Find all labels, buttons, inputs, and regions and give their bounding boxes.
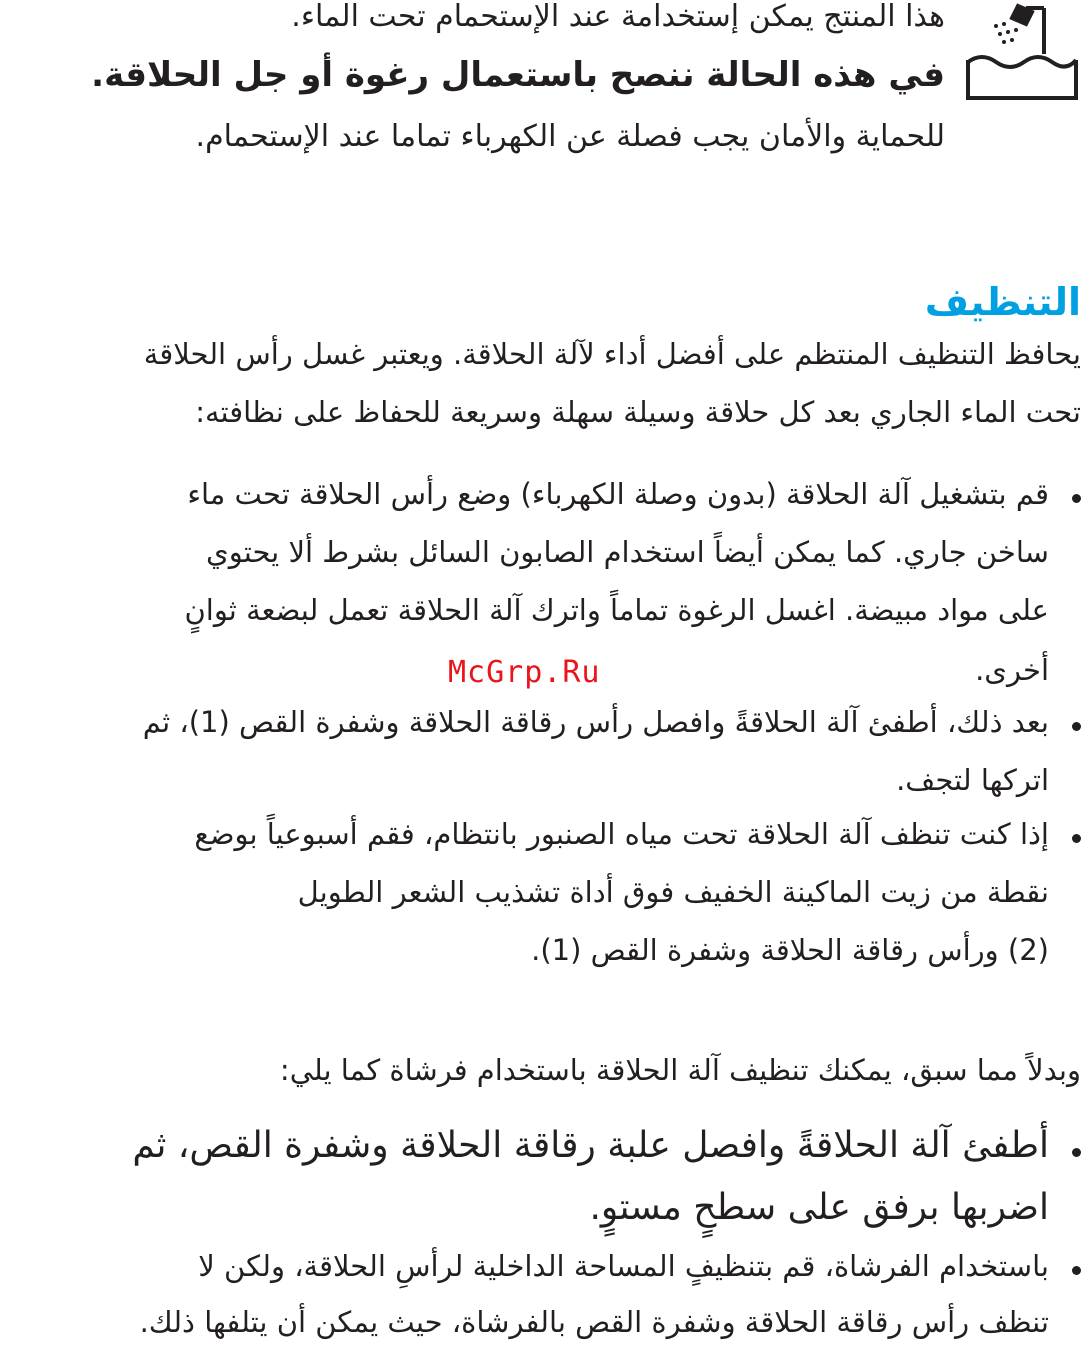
bullet-3-line-2: نقطة من زيت الماكينة الخفيف فوق أداة تشذيب الشعر الطويل [297,875,1049,909]
watermark: McGrp.Ru [448,655,601,690]
intro-line-2: تحت الماء الجاري بعد كل حلاقة وسيلة سهلة وسريعة للحفاظ على نظافته: [195,395,1081,429]
bullet-marker [1072,494,1081,503]
bullet-3-line-3: (2) ورأس رقاقة الحلاقة وشفرة القص (1). [531,933,1049,967]
shower-bath-icon [960,2,1080,102]
bullet-marker [1072,1266,1081,1275]
brush-bullet-1-line-2: اضربها برفق على سطحٍ مستوٍ. [589,1187,1049,1228]
warning-line-1: هذا المنتج يمكن إستخدامة عند الإستحمام تحت الماء. [291,0,945,34]
intro-line-1: يحافظ التنظيف المنتظم على أفضل أداء لآلة الحلاقة. ويعتبر غسل رأس الحلاقة [143,337,1081,371]
bullet-2-line-1: بعد ذلك، أطفئ آلة الحلاقةً وافصل رأس رقاقة الحلاقة وشفرة القص (1)، ثم [142,705,1049,739]
bullet-marker [1072,1148,1081,1157]
bullet-3-line-1: إذا كنت تنظف آلة الحلاقة تحت مياه الصنبور بانتظام، فقم أسبوعياً بوضع [194,817,1049,851]
section-heading: التنظيف [924,280,1081,324]
brush-bullet-2-line-1: باستخدام الفرشاة، قم بتنظيفٍ المساحة الداخلية لرأسِ الحلاقة، ولكن لا [198,1249,1049,1283]
bullet-1-line-1: قم بتشغيل آلة الحلاقة (بدون وصلة الكهرباء) وضع رأس الحلاقة تحت ماء [187,477,1049,511]
bullet-2-line-2: اتركها لتجف. [896,763,1049,797]
bullet-marker [1072,834,1081,843]
bullet-marker [1072,722,1081,731]
bullet-1-line-3: على مواد مبيضة. اغسل الرغوة تماماً واترك آلة الحلاقة تعمل لبضعة ثوانٍ [184,593,1049,627]
alternative-intro: وبدلاً مما سبق، يمكنك تنظيف آلة الحلاقة باستخدام فرشاة كما يلي: [279,1053,1081,1087]
bullet-1-line-4: أخرى. [975,653,1049,687]
warning-line-3: للحماية والأمان يجب فصلة عن الكهرباء تماما عند الإستحمام. [195,119,945,154]
brush-bullet-1-line-1: أطفئ آلة الحلاقةً وافصل علبة رقاقة الحلاقة وشفرة القص، ثم [132,1125,1049,1166]
bullet-1-line-2: ساخن جاري. كما يمكن أيضاً استخدام الصابون السائل بشرط ألا يحتوي [206,535,1049,569]
warning-line-2: في هذه الحالة ننصح باستعمال رغوة أو جل الحلاقة. [91,55,945,95]
brush-bullet-2-line-2: تنظف رأس رقاقة الحلاقة وشفرة القص بالفرشاة، حيث يمكن أن يتلفها ذلك. [139,1305,1049,1339]
